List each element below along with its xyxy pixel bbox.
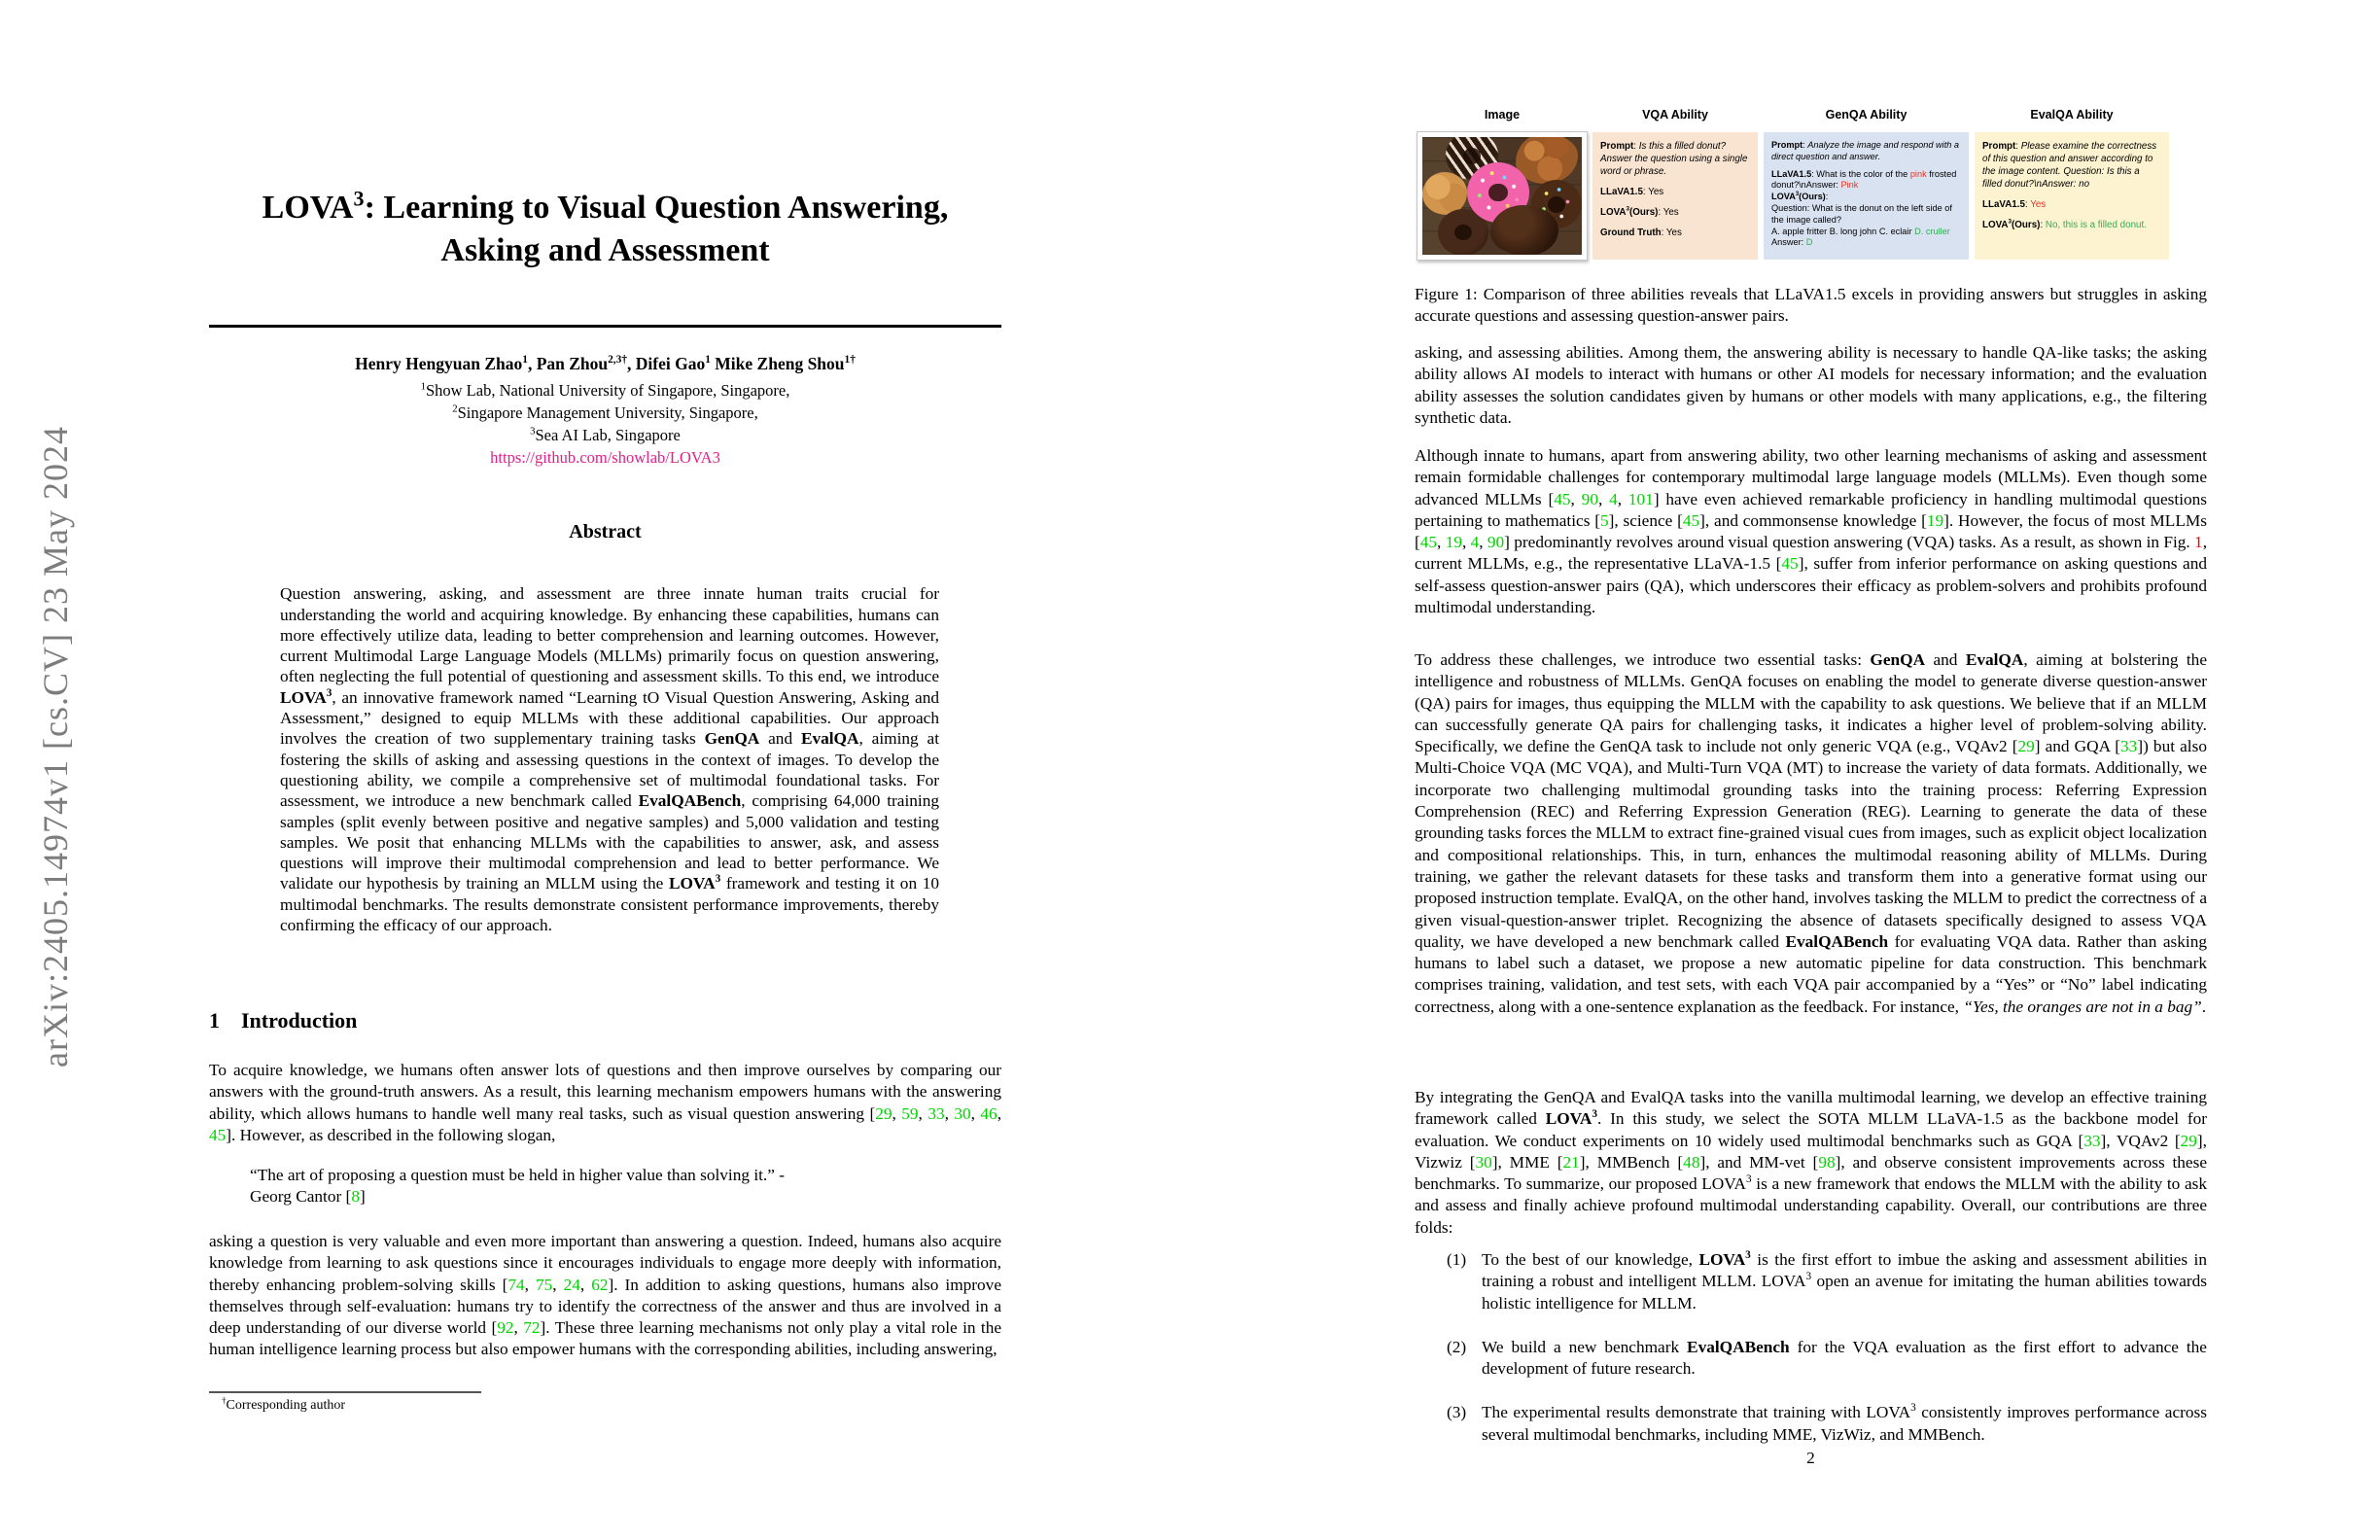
page2-paragraph-3 [1415,649,2207,1018]
text-segment: Corresponding author [226,1398,346,1413]
text-segment: , [579,1275,592,1294]
text-segment: 3 [326,687,332,700]
figure-col-header-genqa: GenQA Ability [1825,108,1908,122]
footnote-rule [209,1391,481,1393]
text-segment: D. cruller [1914,226,1950,236]
text-segment: and [1925,650,1966,669]
text-segment: LOVA [1771,192,1796,202]
citation-link[interactable]: 21 [1562,1152,1580,1172]
wood-background [1422,137,1582,255]
text-segment: To acquire knowledge, we humans often answer lots of questions and then improve ourselves by comparing our answers with the ground-truth answers. As a result, this learning mechanism empowers humans with the answering ability, which allows humans to handle well many real tasks, such as visual question answering [ [209,1061,1001,1123]
citation-link[interactable]: 45 [1682,510,1700,530]
vqa-ability-box [1592,132,1758,260]
text-segment: 3 [2008,218,2012,226]
citation-link[interactable]: 90 [1581,489,1598,508]
corresponding-author-footnote [222,1395,805,1414]
citation-link[interactable]: 74 [508,1275,525,1294]
text-segment: Answer: [1771,237,1806,248]
text-segment: ]. These three learning mechanisms not only play a vital role in the human intelligence learning process but also empower humans with the corresponding abilities, including answering, [209,1318,1002,1359]
text-segment: 3 [1795,192,1800,198]
contributions-list [1447,1249,2207,1468]
figure-col-header-image: Image [1484,108,1521,122]
text-segment: EvalQABench [1687,1337,1790,1356]
text-segment: , [944,1103,955,1123]
text-segment: Question answering, asking, and assessment are three innate human traits crucial for understanding the world and acquiring knowledge. By enhancing these capabilities, humans can more effectively utilize data, leading to better comprehension and learning outcomes. However, current Multimodal Large Language Models (MLLMs) primarily focus on question answering, often neglecting the full potential of questioning and assessment skills. To this end, we introduce [280,584,939,686]
text-segment: , [1461,533,1471,552]
text-segment: Show Lab, National University of Singapore, Singapore, [425,381,790,400]
page2-paragraph-2 [1415,445,2207,618]
text-segment: 3 [353,186,365,211]
text-segment: ] [359,1187,366,1207]
text-segment: , comprising 64,000 training samples (split evenly between positive and negative samples) and 5,000 validation and testing samples. We posit that enhancing MLLMs with the capabilities to answer, ask, and assess questions will improve their multimodal comprehension and lead to better performance. We validate our hypothesis by training an MLLM using the [280,791,939,893]
text-segment: 2 [452,402,458,415]
page2-paragraph-1 [1415,342,2207,429]
text-segment: 2,3† [608,354,628,367]
text-segment: , [970,1103,981,1123]
text-segment: : [1802,140,1808,150]
text-segment: 3 [1805,1271,1812,1283]
text-segment: GenQA [704,729,760,749]
text-segment: , [1617,489,1628,508]
genqa-llava-output [1771,169,1961,192]
list-number-1: (1) [1447,1250,1467,1269]
vqa-lova-answer [1600,206,1750,219]
text-segment: LOVA [1698,1250,1746,1269]
genqa-options [1771,227,1961,238]
text-segment: Sea AI Lab, Singapore [535,426,681,444]
genqa-answer [1771,237,1961,249]
text-segment: ], Vizwiz [ [1415,1131,2207,1172]
github-link[interactable]: https://github.com/showlab/LOVA3 [490,448,720,467]
text-segment: for the VQA evaluation as the first effort to advance the development of future research. [1482,1337,2207,1379]
citation-link[interactable]: 8 [351,1187,360,1207]
text-segment: ]) but also Multi-Choice VQA (MC VQA), and Multi-Turn VQA (MT) to increase the variety of data formats. Additionally, we incorporate two challenging multimodal grounding tasks into the training process: Referring Expression Comprehension (REC) and Referring Expression Generation (REG). Learning to generate the data of these grounding tasks forces the MLLM to extract fine-grained visual cues from images, such as explicit object localization and compositional relationships. This, in turn, enhances the multimodal reasoning ability of MLLMs. During training, we gather the relevant datasets for these tasks and transform them into a generative format using our proposed instruction template. EvalQA, on the other hand, involves tasking the MLLM to predict the correctness of a given visual-question-answer triplet. Recognizing the absence of datasets specifically designed to assess VQA quality, we have developed a new benchmark called [1415,737,2207,951]
text-segment: , [1479,533,1488,552]
page-number: 2 [1806,1449,1815,1467]
text-segment: Georg Cantor [ [250,1187,352,1207]
text-segment: , [1597,489,1610,508]
text-segment: † [222,1395,227,1406]
text-segment: LOVA [1545,1109,1592,1129]
text-segment: LOVA [1982,220,2009,230]
text-segment: , Difei Gao [627,354,706,373]
text-segment: Although innate to humans, apart from answering ability, two other learning mechanisms of asking and assessment remain formidable challenges for contemporary multimodal large language models (MLLMs). Even though some advanced MLLMs [ [1415,446,2207,508]
paper-title [209,187,1001,272]
citation-link[interactable]: 90 [1487,533,1505,552]
citation-link[interactable]: 92 [497,1318,514,1338]
text-segment: ]. However, as described in the following slogan, [226,1125,556,1144]
section-heading-introduction: 1 Introduction [209,1008,358,1032]
text-segment: We build a new benchmark [1482,1337,1688,1356]
text-segment: : [2015,141,2021,152]
text-segment: Asking and Assessment [440,232,770,268]
evalqa-llava-answer [1982,198,2161,211]
contribution-item-1 [1447,1249,2207,1314]
text-segment: (Ours) [2012,220,2041,230]
citation-link[interactable]: 19 [1445,533,1462,552]
citation-link[interactable]: 72 [523,1318,541,1338]
text-segment: asking a question is very valuable and even more important than answering a question. Indeed, humans also acquire knowledge from learning to ask questions since it encourages individuals to engage more deeply with information, thereby enhancing problem-solving skills [ [209,1232,1001,1294]
text-segment: and [759,729,801,749]
text-segment: asking, and assessing abilities. Among them, the answering ability is necessary to handle QA-like tasks; the asking ability allows AI models to interact with humans or other AI models for necessary information; and the evaluation ability assesses the solution candidates given by humans or other models with many applications, e.g., the filtering synthetic data. [1415,343,2207,427]
text-segment: 3 [1910,1402,1916,1415]
text-segment: ] and GQA [ [2034,737,2121,756]
text-segment: . [2201,997,2207,1016]
text-segment: The experimental results demonstrate that training with LOVA [1482,1403,1911,1422]
text-segment: Is this a filled donut? Answer the question using a single word or phrase. [1600,141,1748,177]
text-segment: LLaVA1.5 [1771,168,1812,179]
contribution-text-2 [1482,1338,2207,1378]
citation-link[interactable]: 62 [591,1275,609,1294]
text-segment: ], and commonsense knowledge [ [1699,510,1927,530]
text-segment: Prompt [1600,141,1634,152]
figure-1-caption [1415,284,2207,328]
text-segment: Henry Hengyuan Zhao [355,354,523,373]
text-segment: No, this is a filled donut. [2045,220,2147,230]
list-number-2: (2) [1447,1337,1467,1356]
text-segment: : [2040,220,2046,230]
citation-link[interactable]: 33 [2120,737,2138,756]
citation-link[interactable]: 59 [901,1103,919,1123]
text-segment: ]. In addition to asking questions, humans also improve themselves through self-evaluation: humans try to identify the correctness of the answer and thus are involved in a deep understanding of our diverse world [ [209,1275,1001,1338]
text-segment: D [1805,237,1813,248]
text-segment: Prompt [1771,140,1803,150]
citation-link[interactable]: 45 [1554,489,1571,508]
contribution-text-3 [1482,1403,2207,1443]
citation-link[interactable]: 98 [1818,1152,1836,1172]
text-segment: Mike Zheng Shou [710,354,845,373]
citation-link[interactable]: 29 [875,1103,892,1123]
citation-link[interactable]: 5 [1599,510,1609,530]
citation-link[interactable]: 4 [1470,533,1480,552]
text-segment: 3 [1746,1173,1752,1186]
text-segment: 3 [1592,1108,1598,1121]
title-line-1 [209,187,1001,229]
text-segment: : Learning to Visual Question Answering, [364,190,949,226]
text-segment: Please examine the correctness of this question and answer according to the image content. Question: Is this a filled donut?\nAnswer: no [1982,141,2157,190]
text-segment: ], VQAv2 [ [2100,1131,2181,1150]
text-segment: (Ours) [1629,207,1659,218]
text-segment: : [1825,192,1829,202]
text-segment: framework and testing it on 10 multimodal benchmarks. The results demonstrate consistent performance improvements, thereby confirming the efficacy of our approach. [280,874,939,935]
text-segment: 1 [420,380,426,393]
text-segment: LOVA [1600,207,1627,218]
citation-link[interactable]: 33 [2083,1131,2101,1150]
text-segment: , [1570,489,1582,508]
text-segment: , [918,1103,928,1123]
vqa-llava-answer [1600,186,1750,198]
text-segment: , [524,1275,536,1294]
text-segment: ], and MM-vet [ [1699,1152,1819,1172]
text-segment: LOVA [280,687,327,707]
citation-link[interactable]: 45 [1419,533,1438,552]
text-segment: GenQA [1870,650,1926,669]
text-segment: ], suffer from inferior performance on asking questions and self-assess question-answer pairs (QA), which underscores their efficacy as problem-solvers and prohibits profound multimodal understanding. [1415,554,2207,617]
text-segment: consistently improves performance across several multimodal benchmarks, including MME, VizWiz, and MMBench. [1482,1403,2207,1444]
text-segment: ], MME [ [1491,1152,1563,1172]
text-segment: ] have even achieved remarkable proficiency in handling multimodal questions pertaining to mathematics [ [1415,489,2207,530]
text-segment: 3 [715,873,721,886]
page2-paragraph-4 [1415,1087,2207,1239]
affiliation-2 [209,403,1001,423]
text-segment: , [892,1103,902,1123]
citation-link[interactable]: 29 [2180,1131,2197,1150]
text-segment: for evaluating VQA data. Rather than asking humans to label such a dataset, we propose a new automatic pipeline for data construction. This benchmark comprises training, validation, and test sets, with each VQA pair accompanied by a “Yes” or “No” label indicating correctness, along with a one-sentence explanation as the feedback. For instance, [1415,931,2207,1016]
text-segment: “Yes, the oranges are not in a bag” [1963,997,2202,1016]
text-segment: EvalQABench [638,791,742,811]
text-segment: Figure 1: Comparison of three abilities reveals that LLaVA1.5 excels in providing answers but struggles in asking accurate questions and assessing question-answer pairs. [1415,285,2207,326]
text-segment: Question: What is the donut on the left side of the image called? [1771,202,1952,225]
text-segment: To the best of our knowledge, [1482,1250,1699,1269]
text-segment: “The art of proposing a question must be held in higher value than solving it.” - [250,1166,785,1184]
title-line-2 [209,229,1001,272]
genqa-lova-label [1771,192,1961,203]
text-segment: : [2024,199,2031,210]
intro-paragraph-2 [209,1231,1001,1361]
citation-link[interactable]: 101 [1628,489,1654,508]
affiliation-3 [209,426,1001,445]
vqa-prompt [1600,140,1750,178]
text-segment: , [997,1103,1002,1123]
text-segment: EvalQABench [1785,931,1889,951]
text-segment: 3 [1626,205,1630,213]
text-segment: (Ours) [1799,192,1826,202]
text-segment: : [1633,141,1639,152]
text-segment: EvalQA [1965,650,2024,669]
intro-paragraph-1 [209,1060,1001,1146]
citation-link[interactable]: 45 [209,1125,227,1144]
text-segment: , [552,1275,564,1294]
citation-link[interactable]: 29 [2017,737,2035,756]
text-segment: Yes [2030,199,2047,210]
text-segment: , aiming at fostering the skills of asking and assessing questions in the context of images. To develop the questioning ability, we compile a comprehensive set of multimodal foundational tasks. For assessment, we introduce a new benchmark called [280,729,939,811]
text-segment: By integrating the GenQA and EvalQA tasks into the vanilla multimodal learning, we develop an effective training framework called [1415,1088,2207,1129]
contribution-text-1 [1482,1250,2207,1312]
abstract-heading: Abstract [569,521,642,542]
text-segment: LOVA [668,874,716,893]
vqa-ground-truth [1600,227,1750,239]
affiliation-1 [209,381,1001,401]
citation-link[interactable]: 46 [980,1103,998,1123]
citation-link[interactable]: 30 [1475,1152,1492,1172]
text-segment: To address these challenges, we introduce two essential tasks: [1415,650,1871,669]
genqa-prompt [1771,140,1961,163]
text-segment: Prompt [1982,141,2016,152]
text-segment: Analyze the image and respond with a direct question and answer. [1771,140,1960,161]
text-segment: Singapore Management University, Singapore, [457,403,758,422]
donut-photo [1417,131,1588,261]
figure-col-header-vqa: VQA Ability [1642,108,1708,122]
author-line [209,354,1001,374]
text-segment: 3 [530,425,536,438]
text-segment: Pink [1840,180,1859,191]
citation-link[interactable]: 48 [1683,1152,1700,1172]
text-segment: . In this study, we select the SOTA MLLM LLaVA-1.5 as the backbone model for evaluation. We conduct experiments on 10 widely used multimodal benchmarks such as GQA [ [1415,1109,2208,1150]
abstract-text [280,583,939,935]
citation-link[interactable]: 4 [1609,489,1618,508]
citation-link[interactable]: 19 [1926,510,1944,530]
genqa-lova-question [1771,203,1961,227]
text-segment: EvalQA [800,729,859,749]
text-segment: 3 [1745,1249,1751,1262]
evalqa-prompt [1982,140,2161,191]
citation-link[interactable]: 75 [535,1275,553,1294]
text-segment: : What is the color of the [1811,168,1910,179]
text-segment: ]. However, the focus of most MLLMs [ [1415,510,2207,552]
genqa-ability-box [1764,132,1969,260]
text-segment: is the first effort to imbue the asking and assessment abilities in training a robust and intelligent MLLM. LOVA [1482,1250,2208,1291]
text-segment: , current MLLMs, e.g., the representative LLaVA-1.5 [ [1415,533,2208,574]
citation-link[interactable]: 45 [1781,554,1799,574]
cantor-quote [250,1165,969,1208]
text-segment: A. apple fritter B. long john C. eclair [1771,226,1915,236]
title-rule [209,325,1001,328]
list-number-3: (3) [1447,1403,1467,1422]
text-segment: 1 [522,354,528,367]
text-segment: open an avenue for imitating the human abilities towards holistic intelligence for MLLM. [1482,1272,2207,1312]
text-segment: frosted donut?\nAnswer: [1771,168,1957,191]
evalqa-lova-answer [1982,219,2161,231]
contribution-item-2 [1447,1337,2207,1381]
text-segment: , [513,1318,524,1338]
text-segment: ], and observe consistent improvements across these benchmarks. To summarize, our proposed LOVA [1415,1152,2207,1194]
quote-line-2 [250,1186,969,1208]
text-segment: pink [1909,168,1927,179]
contribution-item-3 [1447,1402,2207,1446]
text-segment: LLaVA1.5 [1600,187,1643,197]
text-segment: LOVA [262,190,354,226]
text-segment: Ground Truth [1600,228,1662,238]
evalqa-ability-box [1975,132,2169,260]
text-segment: ], science [ [1608,510,1683,530]
text-segment: is a new framework that endows the MLLM with the ability to ask and assess and finally achieve profound multimodal understanding capability. Overall, our contributions are three folds: [1415,1174,2207,1237]
figure-col-header-evalqa: EvalQA Ability [2030,108,2114,122]
arxiv-watermark-text: arXiv:2405.14974v1 [cs.CV] 23 May 2024 [36,426,75,1068]
citation-link[interactable]: 30 [954,1103,971,1123]
text-segment: ] predominantly revolves around visual question answering (VQA) tasks. As a result, as shown in Fig. [1504,533,2195,552]
text-segment: : Yes [1658,207,1679,218]
text-segment: ], MMBench [ [1579,1152,1684,1172]
citation-link[interactable]: 24 [563,1275,580,1294]
text-segment: 1† [844,354,856,367]
text-segment: , [1437,533,1446,552]
text-segment: : Yes [1642,187,1664,197]
text-segment: , Pan Zhou [527,354,609,373]
citation-link[interactable]: 1 [2194,533,2203,552]
citation-link[interactable]: 33 [928,1103,945,1123]
text-segment: : Yes [1661,228,1682,238]
quote-line-1 [250,1165,969,1186]
text-segment: , an innovative framework named “Learning tO Visual Question Answering, Asking and Assessment,” designed to equip MLLMs with these additional capabilities. Our approach involves the creation of two supplementary training tasks [280,687,939,749]
text-segment: LLaVA1.5 [1982,199,2025,210]
text-segment: 1 [705,354,711,367]
donut-chocolate-glazed-filled [1490,205,1558,255]
text-segment: , aiming at bolstering the intelligence and robustness of MLLMs. GenQA focuses on enabling the model to generate diverse question-answer (QA) pairs for images, thus equipping the MLLM with the capability to ask questions. We believe that if an MLLM can successfully generate QA pairs for challenging tasks, it indicates a higher level of problem-solving ability. Specifically, we define the GenQA task to include not only generic VQA (e.g., VQAv2 [ [1415,650,2207,756]
